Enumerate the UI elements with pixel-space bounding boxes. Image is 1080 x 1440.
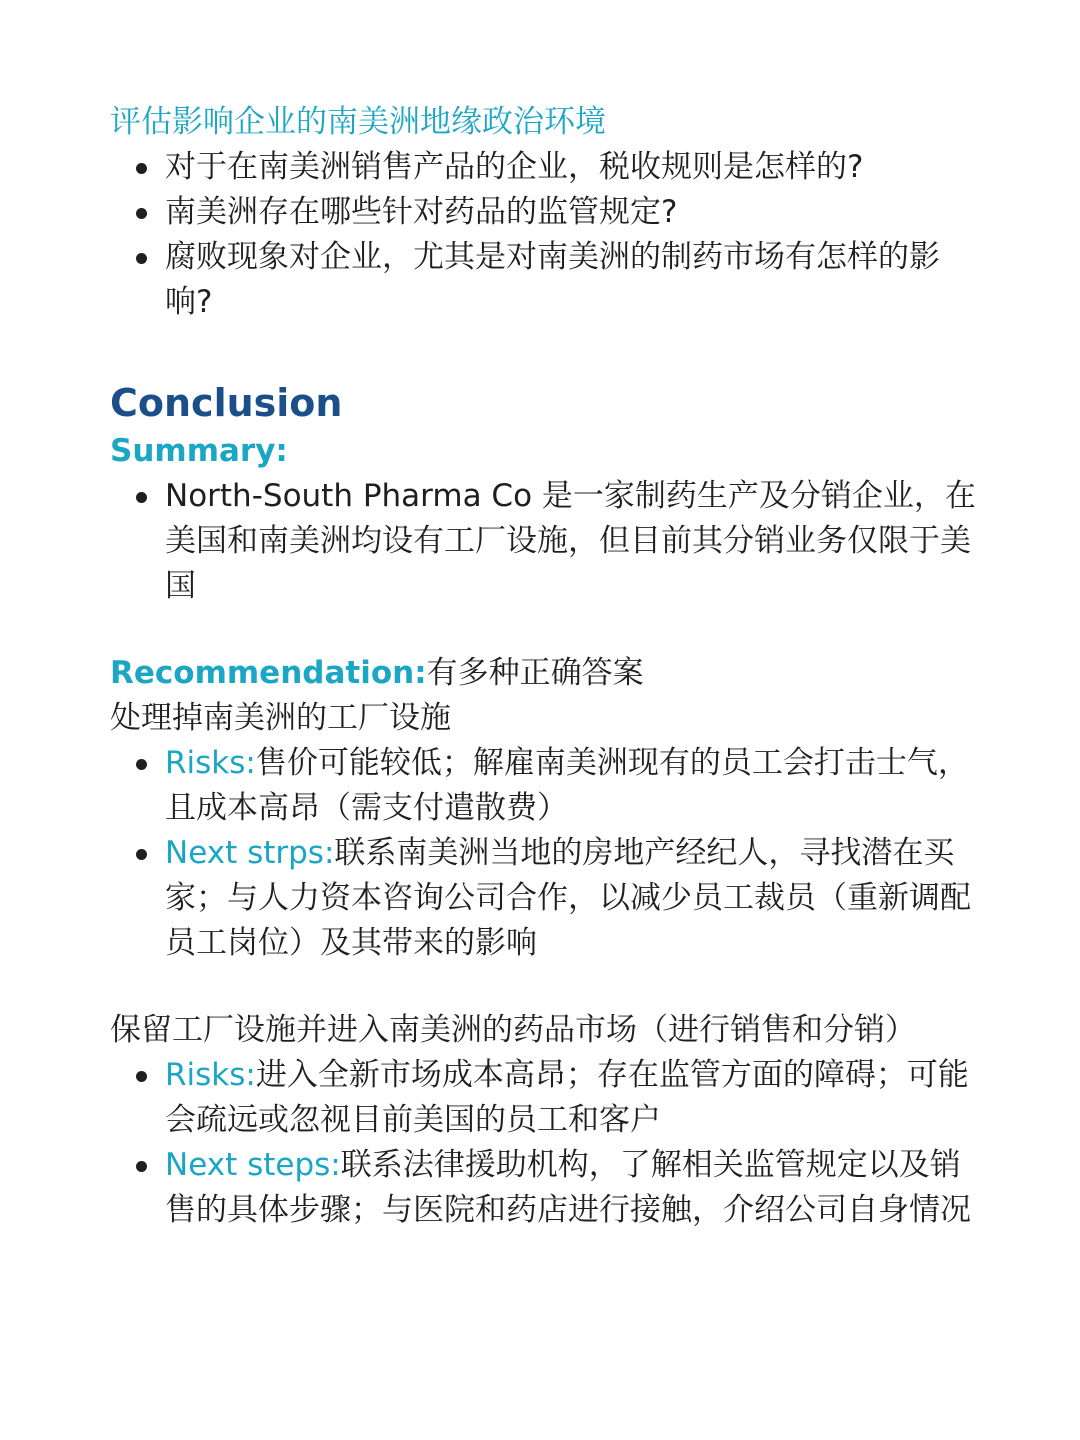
option1-title: 处理掉南美洲的工厂设施	[110, 700, 451, 736]
summary-label: Summary:	[110, 433, 288, 469]
option1-list	[110, 741, 980, 966]
list-item	[110, 1143, 980, 1233]
geopolitics-question-list	[110, 145, 980, 325]
list-item: 对于在南美洲销售产品的企业，税收规则是怎样的?	[110, 145, 980, 190]
list-item: 腐败现象对企业，尤其是对南美洲的制药市场有怎样的影响?	[110, 235, 980, 325]
list-item: North-South Pharma Co 是一家制药生产及分销企业，在美国和南美洲均设有工厂设施，但目前其分销业务仅限于美国	[110, 474, 980, 609]
document-page	[110, 100, 980, 1233]
recommendation-line	[110, 651, 980, 696]
summary-list	[110, 474, 980, 609]
risks-text: 进入全新市场成本高昂；存在监管方面的障碍；可能会疏远或忽视目前美国的员工和客户	[165, 1057, 969, 1138]
list-item	[110, 741, 980, 831]
next-steps-text: 联系法律援助机构，了解相关监管规定以及销售的具体步骤；与医院和药店进行接触，介绍公司自身情况	[165, 1147, 971, 1228]
conclusion-title: Conclusion	[110, 381, 343, 425]
next-steps-label: Next strps:	[165, 835, 335, 871]
recommendation-label: Recommendation:	[110, 655, 427, 691]
risks-label: Risks:	[165, 1057, 256, 1093]
list-item	[110, 831, 980, 966]
list-item	[110, 1053, 980, 1143]
next-steps-label: Next steps:	[165, 1147, 341, 1183]
option2-title: 保留工厂设施并进入南美洲的药品市场（进行销售和分销）	[110, 1012, 916, 1048]
risks-label: Risks:	[165, 745, 256, 781]
next-steps-text: 联系南美洲当地的房地产经纪人，寻找潜在买家；与人力资本咨询公司合作，以减少员工裁员（重新调配员工岗位）及其带来的影响	[165, 835, 971, 961]
list-item: 南美洲存在哪些针对药品的监管规定?	[110, 190, 980, 235]
recommendation-text: 有多种正确答案	[426, 655, 644, 691]
section-heading-geopolitics: 评估影响企业的南美洲地缘政治环境	[110, 104, 606, 140]
risks-text: 售价可能较低；解雇南美洲现有的员工会打击士气，且成本高昂（需支付遣散费）	[165, 745, 969, 826]
option2-list	[110, 1053, 980, 1233]
